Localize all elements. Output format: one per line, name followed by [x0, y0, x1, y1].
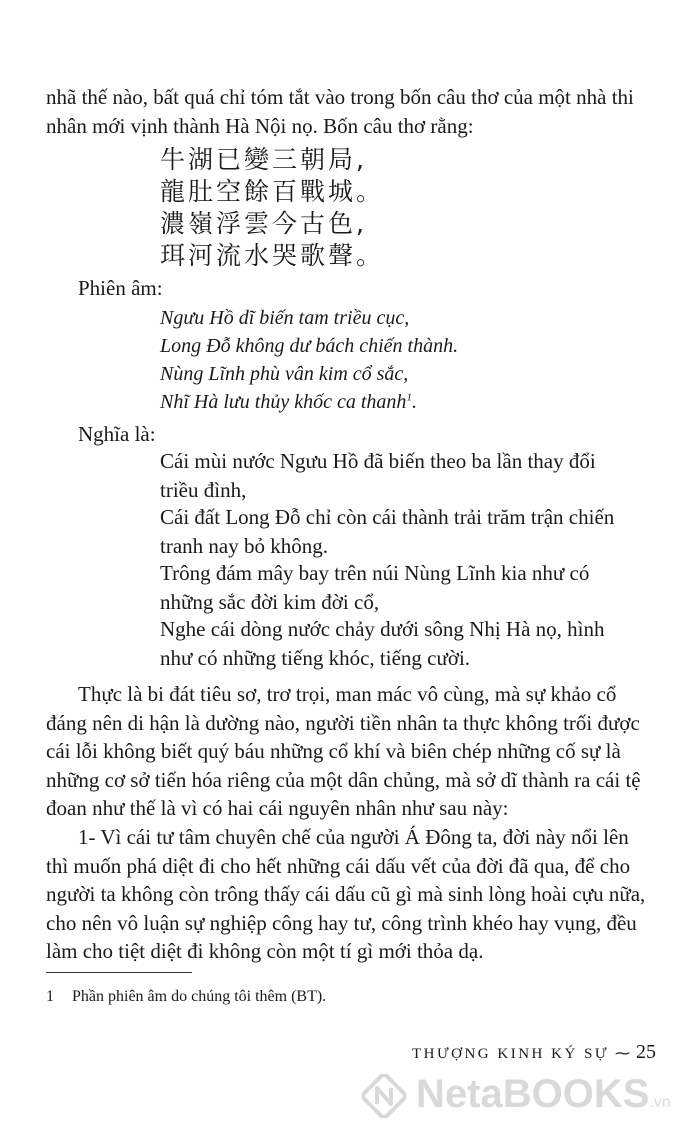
watermark-text: [416, 1070, 671, 1127]
paragraph-line: người ta không còn trông thấy cái dấu cũ gì mà sinh lòng hoài cựu nữa,: [46, 882, 646, 906]
phien-am-line: [160, 388, 417, 416]
nghia-line: những sắc đời kim đời cổ,: [160, 590, 380, 614]
running-separator: ⁓: [615, 1044, 631, 1062]
paragraph-line: đoan như thế là vì có hai cái nguyên nhân như sau này:: [46, 796, 509, 820]
phien-am-end: .: [411, 391, 417, 413]
nghia-line: như có những tiếng khóc, tiếng cười.: [160, 646, 471, 670]
paragraph-line: đáng nên di hận là dường nào, người tiền nhân ta thực không trối được: [46, 711, 640, 735]
intro-line: nhã thế nào, bất quá chỉ tóm tắt vào trong bốn câu thơ của một nhà thi: [46, 85, 634, 109]
paragraph-line: cái lỗi không biết quý báu những cổ khí và biên chép những cố sự là: [46, 739, 621, 763]
paragraph-line: cho nên vô luận sự nghiệp công hay tư, công trình khéo hay vụng, đều: [46, 911, 637, 935]
paragraph-line: những cơ sở tiến hóa riêng của một dân chủng, mà sở dĩ thành ra cái tệ: [46, 768, 641, 792]
phien-am-last-text: Nhĩ Hà lưu thủy khốc ca thanh: [160, 391, 407, 413]
nghia-line: Nghe cái dòng nước chảy dưới sông Nhị Hà nọ, hình: [160, 617, 605, 641]
hanzi-line: 珥河流水哭歌聲。: [160, 241, 385, 270]
watermark-brand: NetaBOOKS: [416, 1072, 650, 1116]
phien-am-line: Ngưu Hồ dĩ biến tam triều cục,: [160, 307, 410, 329]
nghia-line: Trông đám mây bay trên núi Nùng Lĩnh kia như có: [160, 561, 590, 585]
footnote-marker: 1: [406, 391, 412, 404]
paragraph-line: thì muốn phá diệt đi cho hết những cái dấu vết của đời đã qua, để cho: [46, 854, 631, 878]
paragraph-line: làm cho tiệt diệt đi không còn một tí gì mới thỏa dạ.: [46, 939, 484, 963]
nghia-line: Cái mùi nước Ngưu Hồ đã biến theo ba lần thay đổi: [160, 449, 596, 473]
watermark: [362, 1068, 698, 1118]
nghia-line: tranh nay bỏ không.: [160, 534, 328, 558]
footnote: [46, 986, 326, 1008]
watermark-logo-icon: [362, 1074, 406, 1118]
paragraph-line: Thực là bi đát tiêu sơ, trơ trọi, man mác vô cùng, mà sự khảo cổ: [78, 682, 617, 706]
hanzi-line: 牛湖已變三朝局,: [160, 145, 367, 174]
hanzi-line: 濃嶺浮雲今古色,: [160, 209, 367, 238]
running-header: [412, 1040, 656, 1066]
watermark-suffix: .vn: [649, 1094, 671, 1111]
running-title: THƯỢNG KINH KÝ SỰ: [412, 1046, 610, 1062]
phien-am-line: Long Đỗ không dư bách chiến thành.: [160, 335, 459, 357]
nghia-line: Cái đất Long Đỗ chỉ còn cái thành trải trăm trận chiến: [160, 505, 615, 529]
phien-am-line: Nùng Lĩnh phù vân kim cổ sắc,: [160, 363, 409, 385]
paragraph-line: 1- Vì cái tư tâm chuyên chế của người Á Đông ta, đời này nổi lên: [78, 825, 629, 849]
footnote-divider: [46, 972, 192, 973]
footnote-number: 1: [46, 988, 54, 1005]
page-number: 25: [636, 1041, 657, 1063]
nghia-label: Nghĩa là:: [78, 422, 156, 446]
nghia-line: triều đình,: [160, 478, 247, 502]
intro-line: nhân mới vịnh thành Hà Nội nọ. Bốn câu thơ rằng:: [46, 114, 474, 138]
footnote-text: Phần phiên âm do chúng tôi thêm (BT).: [72, 988, 327, 1005]
phien-am-label: Phiên âm:: [78, 276, 163, 300]
hanzi-line: 龍肚空餘百戰城。: [160, 177, 385, 206]
